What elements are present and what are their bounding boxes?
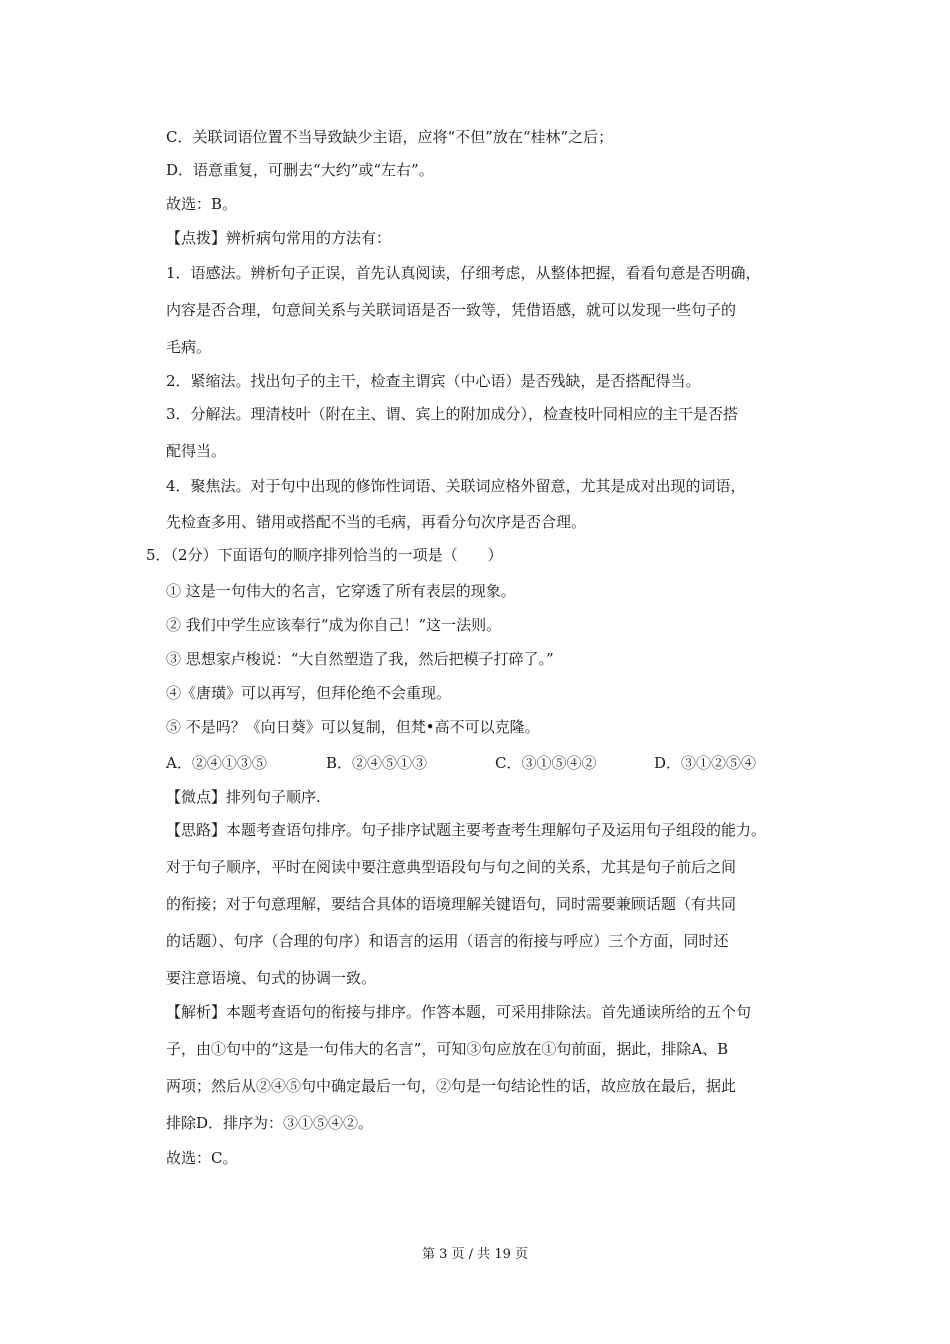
approach-cont: 的衔接；对于句意理解，要结合具体的语境理解关键语句，同时需要兼顾话题（有共同	[166, 895, 737, 913]
tip-heading: 【点拨】辨析病句常用的方法有：	[166, 229, 392, 247]
tip-method-4: 4．聚焦法。对于句中出现的修饰性词语、关联词应格外留意，尤其是成对出现的词语，	[166, 477, 746, 495]
tip-method-1-cont: 内容是否合理，句意间关系与关联词语是否一致等，凭借语感，就可以发现一些句子的	[166, 301, 737, 319]
question-5-stem: 5．（2分）下面语句的顺序排列恰当的一项是（ ）	[146, 546, 503, 564]
answer-explanation-d: D．语意重复，可删去“大约”或“左右”。	[166, 161, 434, 179]
option-b: B．②④⑤①③	[326, 754, 428, 772]
key-point: 【微点】排列句子顺序.	[166, 788, 321, 806]
option-a: A．②④①③⑤	[166, 754, 267, 772]
answer-choice: 故选：B。	[166, 195, 238, 213]
page-footer: 第 3 页 / 共 19 页	[422, 1247, 528, 1262]
sentence-5: ⑤ 不是吗？《向日葵》可以复制，但梵•高不可以克隆。	[166, 718, 540, 736]
sentence-2: ② 我们中学生应该奉行“成为你自己！”这一法则。	[166, 616, 502, 634]
tip-method-3-cont: 配得当。	[166, 442, 227, 460]
sentence-4: ④《唐璜》可以再写，但拜伦绝不会重现。	[166, 684, 452, 702]
analysis-cont: 两项；然后从②④⑤句中确定最后一句，②句是一句结论性的话，故应放在最后，据此	[166, 1077, 737, 1095]
approach-cont: 的话题）、句序（合理的句序）和语言的运用（语言的衔接与呼应）三个方面，同时还	[166, 932, 729, 950]
tip-method-2: 2．紧缩法。找出句子的主干，检查主谓宾（中心语）是否残缺，是否搭配得当。	[166, 372, 701, 390]
tip-method-3: 3．分解法。理清枝叶（附在主、谓、宾上的附加成分），检查枝叶同相应的主干是否搭	[166, 405, 739, 423]
option-c: C．③①⑤④②	[495, 754, 597, 772]
answer-choice: 故选：C。	[166, 1149, 238, 1167]
approach-cont: 对于句子顺序，平时在阅读中要注意典型语段句与句之间的关系，尤其是句子前后之间	[166, 858, 737, 876]
analysis-cont: 排除D．排序为：③①⑤④②。	[166, 1114, 374, 1132]
answer-explanation-c: C．关联词语位置不当导致缺少主语，应将“不但”放在“桂林”之后；	[166, 128, 614, 146]
approach-heading: 【思路】本题考查语句排序。句子排序试题主要考查考生理解句子及运用句子组段的能力。	[166, 821, 767, 839]
tip-method-1-cont: 毛病。	[166, 338, 212, 356]
analysis-heading: 【解析】本题考查语句的衔接与排序。作答本题，可采用排除法。首先通读所给的五个句	[166, 1003, 752, 1021]
sentence-1: ① 这是一句伟大的名言，它穿透了所有表层的现象。	[166, 582, 516, 600]
analysis-cont: 子，由①句中的“这是一句伟大的名言”，可知③句应放在①句前面，据此，排除A、B	[166, 1040, 729, 1058]
approach-cont: 要注意语境、句式的协调一致。	[166, 969, 377, 987]
tip-method-1: 1．语感法。辨析句子正误，首先认真阅读，仔细考虑，从整体把握，看看句意是否明确，	[166, 264, 761, 282]
tip-method-4-cont: 先检查多用、错用或搭配不当的毛病，再看分句次序是否合理。	[166, 513, 587, 531]
sentence-3: ③ 思想家卢梭说：“大自然塑造了我，然后把模子打碎了。”	[166, 650, 554, 668]
option-d: D．③①②⑤④	[654, 754, 757, 772]
